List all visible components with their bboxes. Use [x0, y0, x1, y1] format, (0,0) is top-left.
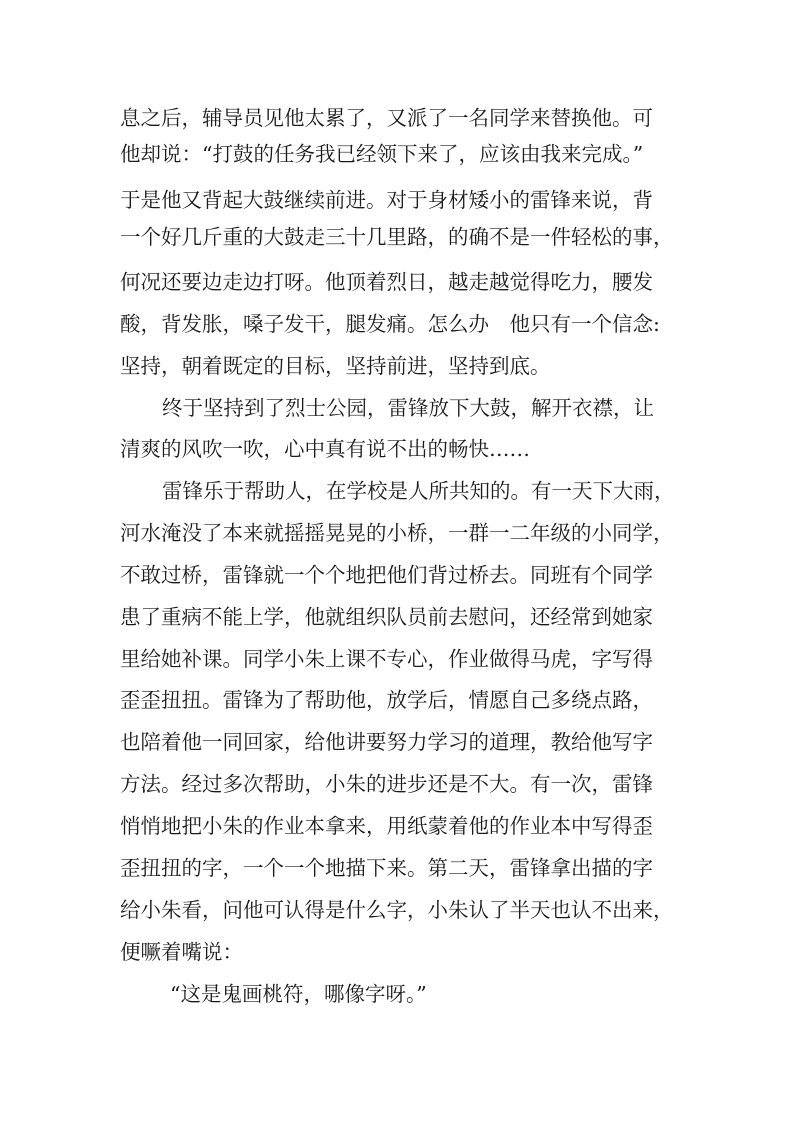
text-line: 他却说：“打鼓的任务我已经领下来了，应该由我来完成。” [120, 142, 644, 166]
text-line: 患了重病不能上学，他就组织队员前去慰问，还经常到她家 [120, 605, 653, 629]
text-line: 坚持，朝着既定的目标，坚持前进，坚持到底。 [120, 354, 551, 378]
text-line: 便噘着嘴说： [120, 940, 243, 964]
text-line: 方法。经过多次帮助，小朱的进步还是不大。有一次，雷锋 [120, 772, 653, 796]
text-line: 里给她补课。同学小朱上课不专心，作业做得马虎，字写得 [120, 647, 653, 671]
text-line: “这是鬼画桃符，哪像字呀。” [170, 982, 427, 1006]
text-line: 歪歪扭扭。雷锋为了帮助他，放学后，情愿自己多绕点路， [120, 688, 653, 712]
text-line: 一个好几斤重的大鼓走三十几里路，的确不是一件轻松的事， [120, 225, 674, 249]
text-line: 歪扭扭的字，一个一个地描下来。第二天，雷锋拿出描的字 [120, 856, 653, 880]
text-line: 给小朱看，问他可认得是什么字，小朱认了半天也认不出来， [120, 898, 674, 922]
text-line: 不敢过桥，雷锋就一个个地把他们背过桥去。同班有个同学 [120, 563, 653, 587]
text-line: 酸，背发胀，嗓子发干，腿发痛。怎么办 他只有一个信念: [120, 312, 660, 336]
text-line: 于是他又背起大鼓继续前进。对于身材矮小的雷锋来说，背 [120, 188, 653, 212]
text-line: 雷锋乐于帮助人，在学校是人所共知的。有一天下大雨， [162, 479, 675, 503]
text-line: 清爽的风吹一吹，心中真有说不出的畅快…… [120, 437, 530, 461]
text-line: 何况还要边走边打呀。他顶着烈日，越走越觉得吃力，腰发 [120, 270, 653, 294]
text-line: 悄悄地把小朱的作业本拿来，用纸蒙着他的作业本中写得歪 [120, 814, 653, 838]
text-line: 息之后，辅导员见他太累了，又派了一名同学来替换他。可 [120, 106, 653, 130]
text-line: 也陪着他一同回家，给他讲要努力学习的道理，教给他写字 [120, 730, 653, 754]
text-line: 河水淹没了本来就摇摇晃晃的小桥，一群一二年级的小同学， [120, 521, 674, 545]
text-line: 终于坚持到了烈士公园，雷锋放下大鼓，解开衣襟，让 [162, 396, 654, 420]
